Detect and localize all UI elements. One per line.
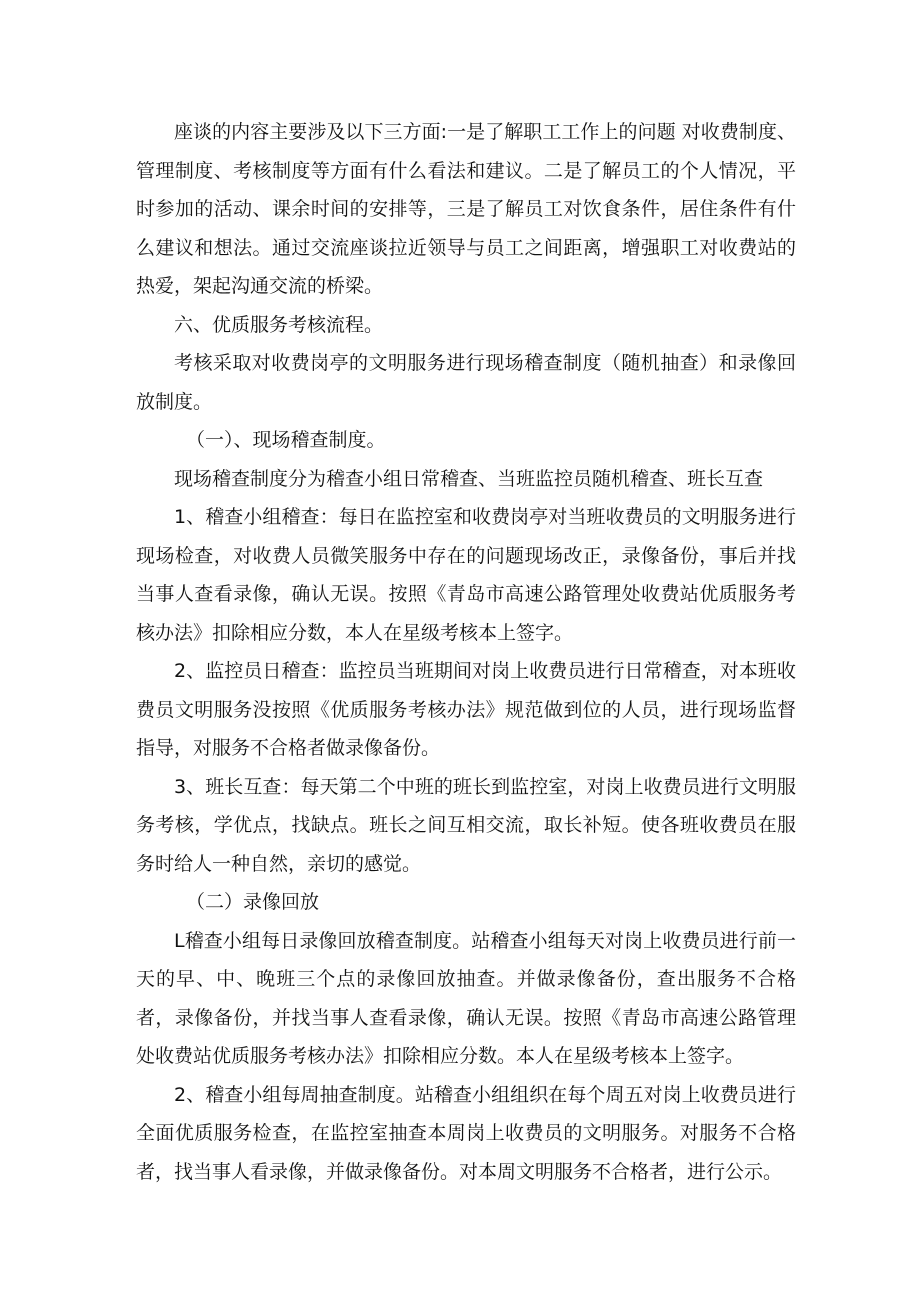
paragraph-inspection-team: 1、稽查小组稽查：每日在监控室和收费岗亭对当班收费员的文明服务进行现场检查，对收费人员微笑服务中存在的问题现场改正，录像备份，事后并找当事人查看录像，确认无误。按照《青岛市高速公路管理处收费站优质服务考核办法》扣除相应分数，本人在星级考核本上签字。	[136, 506, 796, 644]
paragraph-squad-leader-check: 3、班长互查：每天第二个中班的班长到监控室，对岗上收费员进行文明服务考核，学优点，找缺点。班长之间互相交流，取长补短。使各班收费员在服务时给人一种自然，亲切的感觉。	[136, 775, 796, 875]
subsection-heading-2: （二）录像回放	[186, 891, 320, 913]
document-body	[136, 113, 796, 1191]
paragraph-daily-video-review: L稽查小组每日录像回放稽查制度。站稽查小组每天对岗上收费员进行前一天的早、中、晚班三个点的录像回放抽查。并做录像备份，查出服务不合格者，录像备份，并找当事人查看录像，确认无误。按照《青岛市高速公路管理处收费站优质服务考核办法》扣除相应分数。本人在星级考核本上签字。	[136, 929, 796, 1067]
paragraph-assessment-method: 考核采取对收费岗亭的文明服务进行现场稽查制度（随机抽查）和录像回放制度。	[136, 352, 796, 413]
paragraph-onsite-inspection-types: 现场稽查制度分为稽查小组日常稽查、当班监控员随机稽查、班长互查	[174, 467, 764, 490]
paragraph-discussion-content: 座谈的内容主要涉及以下三方面:一是了解职工工作上的问题 对收费制度、管理制度、考核制度等方面有什么看法和建议。二是了解员工的个人情况，平时参加的活动、课余时间的安排等，三是了解员工对饮食条件，居住条件有什么建议和想法。通过交流座谈拉近领导与员工之间距离，增强职工对收费站的热爱，架起沟通交流的桥梁。	[136, 121, 796, 297]
paragraph-monitor-inspection: 2、监控员日稽查：监控员当班期间对岗上收费员进行日常稽查，对本班收费员文明服务没按照《优质服务考核办法》规范做到位的人员，进行现场监督指导，对服务不合格者做录像备份。	[136, 660, 796, 759]
paragraph-weekly-spot-check: 2、稽查小组每周抽查制度。站稽查小组组织在每个周五对岗上收费员进行全面优质服务检查，在监控室抽查本周岗上收费员的文明服务。对服务不合格者，找当事人看录像，并做录像备份。对本周文明服务不合格者，进行公示。	[136, 1083, 796, 1183]
section-heading-6: 六、优质服务考核流程。	[174, 313, 384, 336]
subsection-heading-1: （一）、现场稽查制度。	[186, 429, 386, 451]
